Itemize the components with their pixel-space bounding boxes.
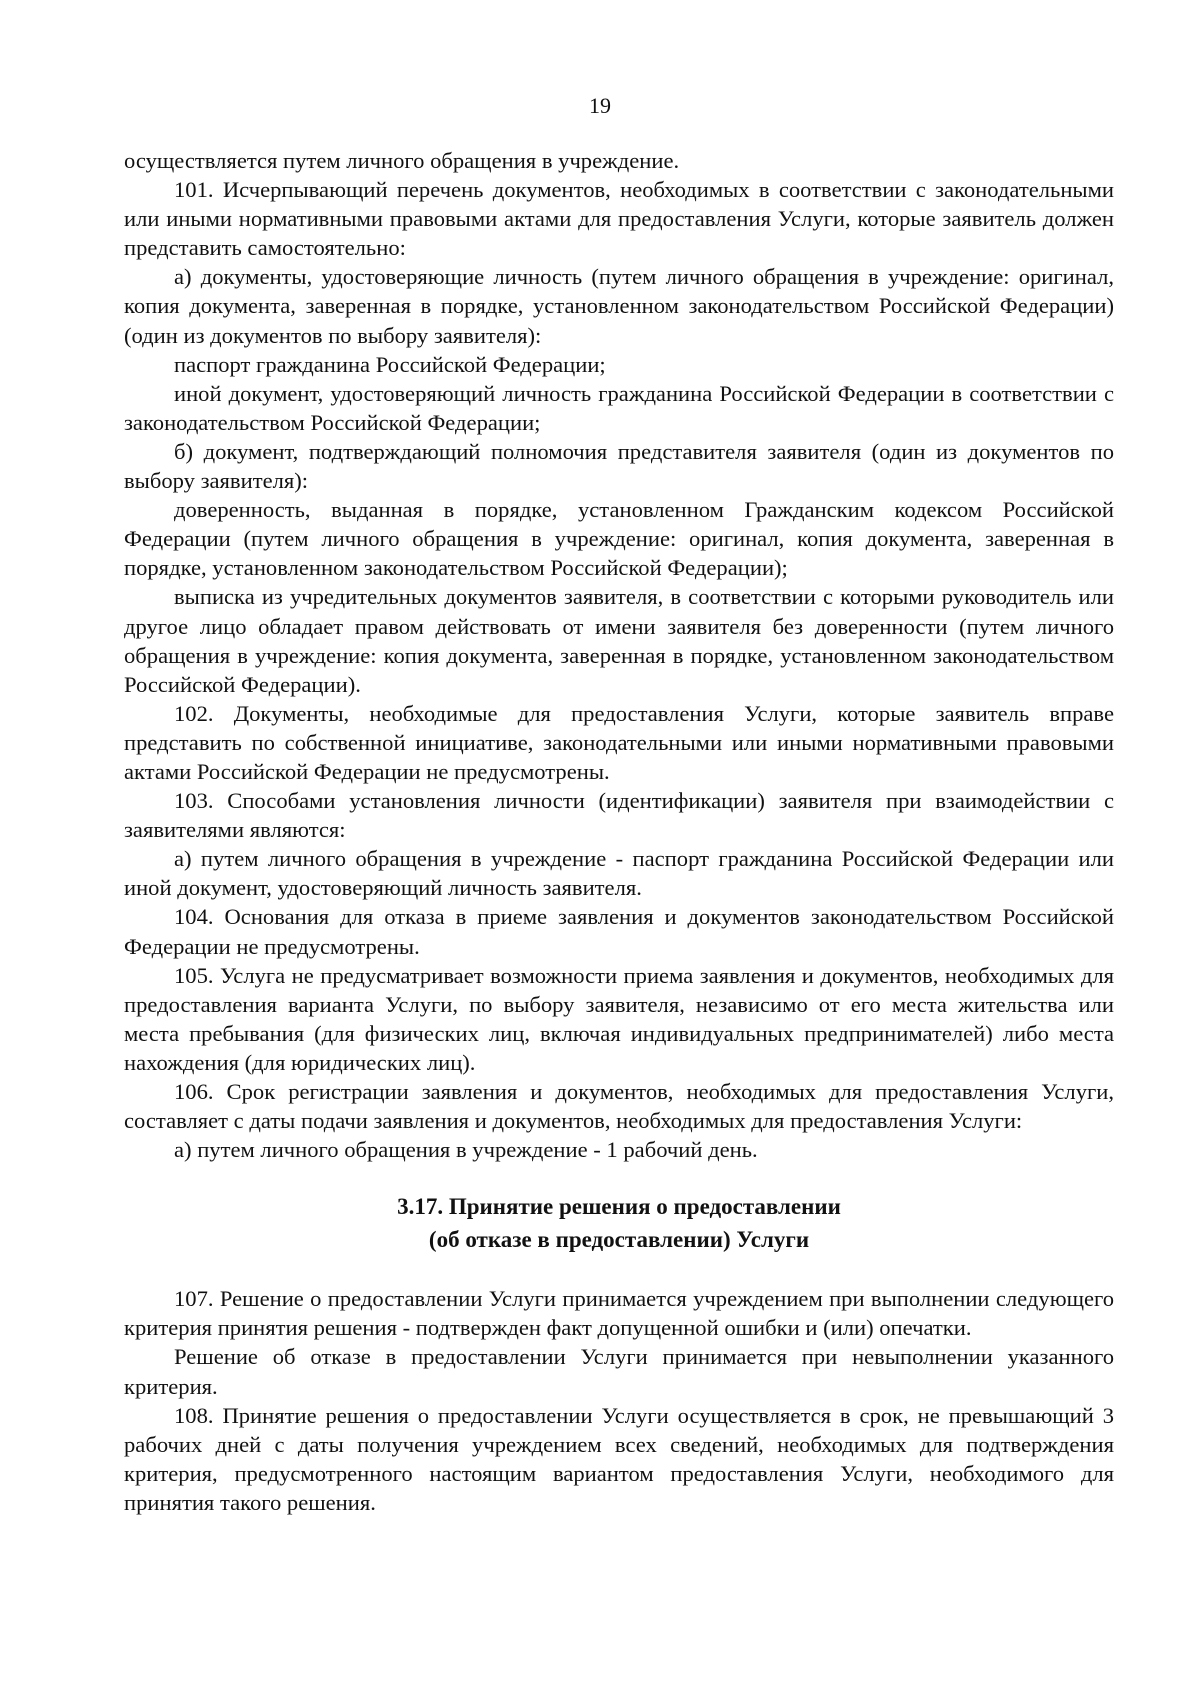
page-number: 19 <box>589 93 611 118</box>
paragraph: 103. Способами установления личности (идентификации) заявителя при взаимодействии с заявителями являются: <box>124 788 1114 843</box>
paragraphs-before-heading <box>124 146 1114 1164</box>
paragraph: а) путем личного обращения в учреждение - 1 рабочий день. <box>174 1137 758 1163</box>
paragraph: а) путем личного обращения в учреждение - паспорт гражданина Российской Федерации или иной документ, удостоверяющий личность заявителя. <box>124 846 1114 901</box>
section-heading-line-1: 3.17. Принятие решения о предоставлении <box>397 1194 841 1220</box>
paragraph: а) документы, удостоверяющие личность (путем личного обращения в учреждение: оригинал, копия документа, заверенная в порядке, установленном законодательством Российской Федерации) (один из документов по выбору заявителя): <box>124 264 1114 348</box>
paragraph: Решение об отказе в предоставлении Услуги принимается при невыполнении указанного критерия. <box>124 1344 1114 1399</box>
paragraph: б) документ, подтверждающий полномочия представителя заявителя (один из документов по выбору заявителя): <box>124 438 1114 494</box>
paragraph: осуществляется путем личного обращения в учреждение. <box>124 148 680 173</box>
paragraph: 101. Исчерпывающий перечень документов, необходимых в соответствии с законодательными или иными нормативными правовыми актами для предоставления Услуги, которые заявитель должен представить самостоятельно: <box>124 177 1114 261</box>
paragraph: 105. Услуга не предусматривает возможности приема заявления и документов, необходимых для предоставления варианта Услуги, по выбору заявителя, независимо от его места жительства или места пребывания (для физических лиц, включая индивидуальных предпринимателей) либо места нахождения (для юридических лиц). <box>124 962 1114 1075</box>
document-body <box>124 146 1114 1517</box>
paragraphs-after-heading <box>124 1284 1114 1517</box>
paragraph: 108. Принятие решения о предоставлении Услуги осуществляется в срок, не превышающий 3 рабочих дней с даты получения учреждением всех сведений, необходимых для подтверждения критерия, предусмотренного настоящим вариантом предоставления Услуги, необходимого для принятия такого решения. <box>124 1402 1114 1515</box>
paragraph: 107. Решение о предоставлении Услуги принимается учреждением при выполнении следующего критерия принятия решения - подтвержден факт допущенной ошибки и (или) опечатки. <box>124 1286 1114 1341</box>
paragraph: выписка из учредительных документов заявителя, в соответствии с которыми руководитель или другое лицо обладает правом действовать от имени заявителя без доверенности (путем личного обращения в учреждение: копия документа, заверенная в порядке, установленном законодательством Российской Федерации). <box>124 584 1114 697</box>
paragraph: 102. Документы, необходимые для предоставления Услуги, которые заявитель вправе представить по собственной инициативе, законодательными или иными нормативными правовыми актами Российской Федерации не предусмотрены. <box>124 700 1114 784</box>
paragraph: 106. Срок регистрации заявления и документов, необходимых для предоставления Услуги, составляет с даты подачи заявления и документов, необходимых для предоставления Услуги: <box>124 1079 1114 1134</box>
paragraph: доверенность, выданная в порядке, установленном Гражданским кодексом Российской Федерации (путем личного обращения в учреждение: оригинал, копия документа, заверенная в порядке, установленном законодательством Российской Федерации); <box>124 497 1114 581</box>
paragraph: иной документ, удостоверяющий личность гражданина Российской Федерации в соответствии с законодательством Российской Федерации; <box>124 380 1114 435</box>
section-heading-line-2: (об отказе в предоставлении) Услуги <box>428 1227 810 1253</box>
paragraph: 104. Основания для отказа в приеме заявления и документов законодательством Российской Федерации не предусмотрены. <box>124 904 1114 959</box>
paragraph: паспорт гражданина Российской Федерации; <box>174 351 606 377</box>
section-heading <box>124 1190 1114 1256</box>
